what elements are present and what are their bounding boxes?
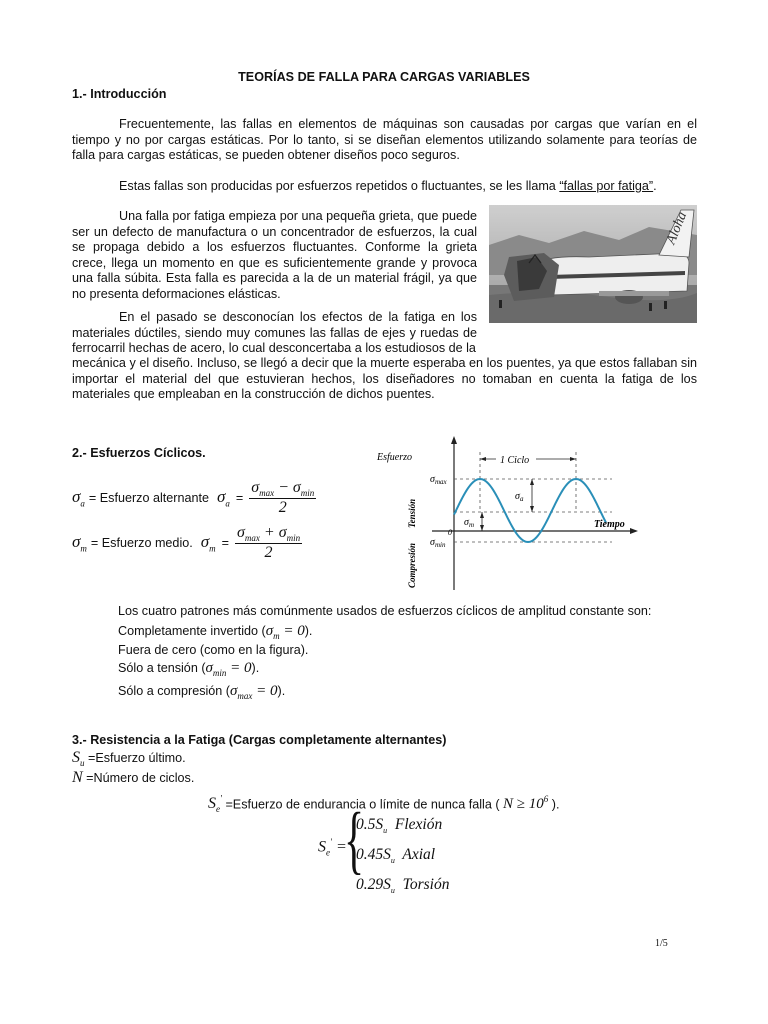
stress-curve bbox=[454, 479, 606, 542]
page-number: 1/5 bbox=[655, 938, 668, 949]
intro-paragraph-3: Una falla por fatiga empieza por una pequeña grieta, que puede ser un defecto de manufactura o un concentrador de esfuerzos, la cual se propaga debido a los esfuerzos fluctuantes. Conforme la grieta crece, llega un momento en que es suficientemente grande y provoca una falla súbita. Esta falla es parecida a la de un material frágil, ya que no presenta deformaciones elásticas. bbox=[72, 209, 477, 301]
sigma-a-fraction bbox=[249, 479, 316, 517]
fatigue-airplane-photo bbox=[489, 205, 697, 323]
tension-label: Tensión bbox=[407, 498, 417, 528]
patterns-intro: Los cuatro patrones más comúnmente usados de esfuerzos cíclicos de amplitud constante son: bbox=[118, 604, 652, 618]
sigma-m-denominator: 2 bbox=[264, 544, 273, 562]
pattern-completely-reversed bbox=[118, 622, 312, 645]
section-1-heading: 1.- Introducción bbox=[72, 87, 167, 101]
se-symbol-equation: $S_e'$ = bbox=[318, 837, 347, 858]
airline-logo-text: Aloha bbox=[663, 209, 691, 247]
pattern-nonzero-mean: Fuera de cero (como en la figura). bbox=[118, 643, 309, 657]
equation-cases bbox=[356, 813, 449, 903]
sigma-m-symbol: $\sigma_m$ bbox=[72, 532, 87, 554]
cycles-condition bbox=[503, 796, 548, 812]
pattern1-end: ). bbox=[304, 624, 313, 638]
p2-end: . bbox=[653, 179, 657, 193]
section-2-heading: 2.- Esfuerzos Cíclicos. bbox=[72, 446, 206, 460]
n-label: =Número de ciclos. bbox=[86, 771, 195, 785]
sigma-a-symbol-2: $\sigma_a$ bbox=[216, 487, 230, 509]
case-axial: $0.45S_u$ Axial bbox=[356, 846, 436, 866]
section-3-heading: 3.- Resistencia a la Fatiga (Cargas completamente alternantes) bbox=[72, 733, 447, 747]
se-symbol: $S_e'$ bbox=[208, 794, 222, 815]
cycles-condition-exponent: 6 bbox=[543, 794, 549, 805]
compression-label: Compresión bbox=[407, 542, 417, 588]
sigma-min-label-graph: $\sigma_{min}$ bbox=[430, 537, 446, 549]
p2-text: Estas fallas son producidas por esfuerzos repetidos o fluctuantes, se les llama bbox=[119, 179, 560, 193]
time-axis-arrow bbox=[630, 528, 638, 534]
sigma-m-label-graph: $\sigma_m$ bbox=[464, 517, 474, 529]
pattern1-condition: $\sigma_m = 0$ bbox=[265, 623, 305, 641]
sigma-m-label: = Esfuerzo medio. bbox=[90, 536, 193, 550]
case-torsion-coef: 0.29S bbox=[356, 876, 391, 894]
case-flexion: $0.5S_u$ Flexión bbox=[356, 816, 443, 836]
fatigue-failure-term: “fallas por fatiga” bbox=[559, 179, 654, 193]
case-torsion: $0.29S_u$ Torsión bbox=[356, 876, 450, 896]
stress-axis-label: Esfuerzo bbox=[377, 452, 412, 463]
alternating-stress-definition bbox=[72, 478, 316, 518]
sigma-m-fraction bbox=[235, 524, 302, 562]
pattern3-text: Sólo a tensión ( bbox=[118, 661, 206, 675]
su-symbol: $S_u$ bbox=[72, 749, 85, 769]
sigma-a-label: = Esfuerzo alternante bbox=[88, 491, 209, 505]
cycles-condition-text: N ≥ 10 bbox=[503, 796, 544, 813]
intro-paragraph-4b: mecánica y el diseño. Incluso, se llegó a decir que la muerte esperaba en los puentes, ya que estos fallaban sin importar el material del que estuvieran hechos, los diseñadores no tomaban en cuenta la fatiga de los materiales que empleaban en la construcción de dichos puentes. bbox=[72, 356, 697, 401]
pattern3-condition: $\sigma_{min} = 0$ bbox=[205, 660, 252, 678]
pattern-tension-only bbox=[118, 659, 259, 682]
n-symbol: N bbox=[72, 769, 83, 786]
case-flexion-coef: 0.5S bbox=[356, 816, 384, 833]
mean-stress-definition bbox=[72, 523, 302, 563]
pattern4-end: ). bbox=[277, 684, 286, 698]
sigma-a-symbol: $\sigma_a$ bbox=[72, 487, 85, 509]
equals-sign-2: = bbox=[221, 536, 229, 550]
brace: { bbox=[344, 798, 365, 882]
pattern3-zero: 0 bbox=[244, 660, 252, 676]
pattern3-end: ). bbox=[251, 661, 260, 675]
pattern4-text: Sólo a compresión ( bbox=[118, 684, 230, 698]
sigma-m-symbol-2: $\sigma_m$ bbox=[200, 532, 216, 554]
sigma-a-denominator: 2 bbox=[278, 499, 287, 517]
cycles-definition bbox=[72, 768, 194, 788]
sigma-max-label-graph: $\sigma_{max}$ bbox=[430, 474, 447, 486]
pattern4-condition: $\sigma_{max} = 0$ bbox=[230, 683, 278, 701]
pattern4-zero: 0 bbox=[270, 683, 278, 699]
time-axis-label: Tiempo bbox=[594, 519, 625, 530]
se-label-end: ). bbox=[551, 797, 560, 812]
sigma-m-numerator: $\sigma_{max} + \sigma_{min}$ bbox=[237, 523, 301, 544]
zero-label-graph: 0 bbox=[448, 528, 452, 537]
cyclic-stress-graph bbox=[372, 432, 640, 592]
su-label: =Esfuerzo último. bbox=[88, 751, 186, 765]
sigma-a-numerator: $\sigma_{max} - \sigma_{min}$ bbox=[251, 478, 315, 499]
cycle-label: 1 Ciclo bbox=[500, 455, 530, 466]
case-flexion-type: Flexión bbox=[394, 816, 443, 833]
pattern1-text: Completamente invertido ( bbox=[118, 624, 266, 638]
document-title: TEORÍAS DE FALLA PARA CARGAS VARIABLES bbox=[238, 70, 530, 84]
intro-paragraph-4a: En el pasado se desconocían los efectos de la fatiga en los materiales dúctiles, siendo muy comunes las fallas de ejes y ruedas de ferrocarril hechas de acero, lo cual desconcertaba a los estudiosos de la bbox=[72, 310, 477, 355]
pattern1-zero: 0 bbox=[297, 623, 305, 639]
intro-paragraph-2 bbox=[72, 179, 697, 195]
stress-axis-arrow bbox=[451, 436, 457, 444]
sigma-a-label-graph: $\sigma_a$ bbox=[515, 491, 524, 503]
intro-paragraph-1: Frecuentemente, las fallas en elementos de máquinas son causadas por cargas que varían en el tiempo y no por cargas estáticas. Por lo tanto, si se diseñan elementos utilizando solamente para teorías de falla para cargas estáticas, se pueden obtener diseños poco seguros. bbox=[72, 117, 697, 162]
equals-sign: = bbox=[235, 491, 244, 505]
case-axial-type: Axial bbox=[402, 846, 436, 864]
case-torsion-type: Torsión bbox=[402, 876, 450, 894]
pattern-compression-only bbox=[118, 682, 285, 705]
case-axial-coef: 0.45S bbox=[356, 846, 391, 864]
se-label: =Esfuerzo de endurancia o límite de nunca falla ( bbox=[225, 797, 500, 812]
